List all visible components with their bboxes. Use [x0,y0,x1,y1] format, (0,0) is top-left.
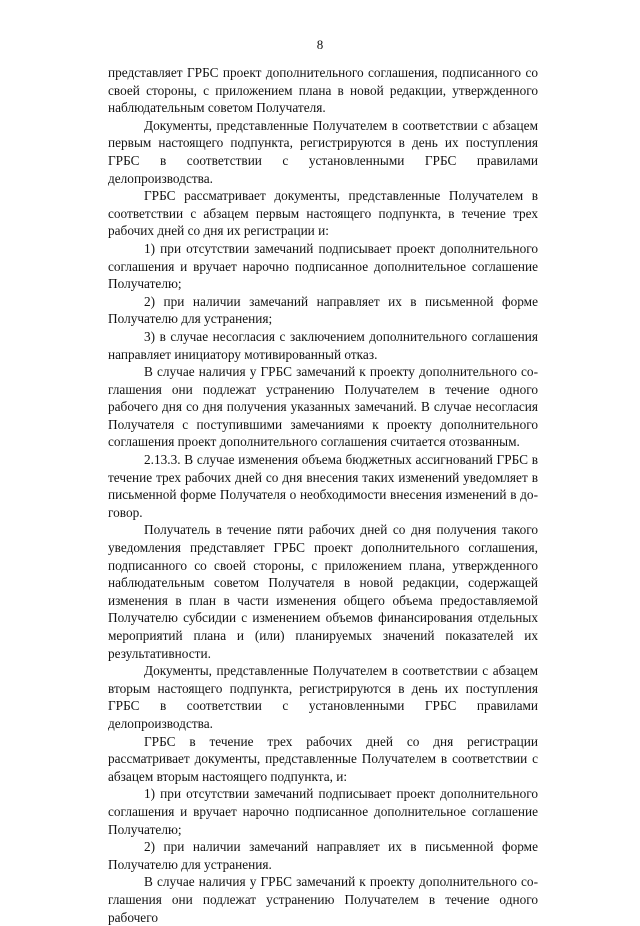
section-paragraph: 2.13.3. В случае изменения объема бюджетных ассигнований ГРБС в течение трех рабочих дней со дня внесения таких изменений уведомляет в письменной форме Получателя о необходимости внесения изменений в договор. [108,452,538,520]
page-number: 8 [316,37,324,52]
paragraph: Получатель в течение пяти рабочих дней со дня получения такого уведомления представляет ГРБС проект дополнительного соглашения, подписанного со своей стороны, с приложением плана, утвержденного наблюдательным советом Получателя в новой редакции, содержащей изменения в план в части изменения общего объема предоставляемой Получателю субсидии с изменением объемов финансирования отдельных мероприятий плана и (или) планируемых значений показателей их результативности. [108,522,538,661]
paragraph: представляет ГРБС проект дополнительного соглашения, подписанного со своей стороны, с приложением плана в новой редакции, утвержденного наблюдательным советом Получателя. [108,65,538,116]
paragraph: В случае наличия у ГРБС замечаний к проекту дополнительного соглашения они подлежат устранению Получателем в течение одного рабочего [108,874,538,925]
document-body [108,64,538,926]
list-item: 2) при наличии замечаний направляет их в письменной форме Получателю для устранения. [108,839,538,872]
paragraph: ГРБС рассматривает документы, представленные Получателем в соответствии с абзацем первым настоящего подпункта, в течение трех рабочих дней со дня их регистрации и: [108,188,538,239]
paragraph: ГРБС в течение трех рабочих дней со дня регистрации рассматривает документы, представленные Получателем в соответствии с абзацем вторым настоящего подпункта, и: [108,733,538,784]
list-item: 1) при отсутствии замечаний подписывает проект дополнительного соглашения и вручает нарочно подписанное дополнительное соглашение Получателю; [108,240,538,292]
list-item: 2) при наличии замечаний направляет их в письменной форме Получателю для устранения; [108,293,538,327]
paragraph: В случае наличия у ГРБС замечаний к проекту дополнительного соглашения они подлежат устранению Получателем в течение одного рабочего дня со дня получения указанных замечаний. В случае несогласия Получателя с поступившими замечаниями к проекту дополнительного соглашения проект дополнительного соглашения считается отозванным. [108,364,538,450]
list-item: 1) при отсутствии замечаний подписывает проект дополнительного соглашения и вручает нарочно подписанное дополнительное соглашение Получателю; [108,786,538,837]
list-item: 3) в случае несогласия с заключением дополнительного соглашения направляет инициатору мотивированный отказ. [108,328,538,362]
paragraph: Документы, представленные Получателем в соответствии с абзацем вторым настоящего подпункта, регистрируются в день их поступления ГРБС в соответствии с установленными ГРБС правилами делопроизводства. [108,663,538,731]
paragraph: Документы, представленные Получателем в соответствии с абзацем первым настоящего подпункта, регистрируются в день их поступления ГРБС в соответствии с установленными ГРБС правилами делопроизводства. [108,117,538,186]
